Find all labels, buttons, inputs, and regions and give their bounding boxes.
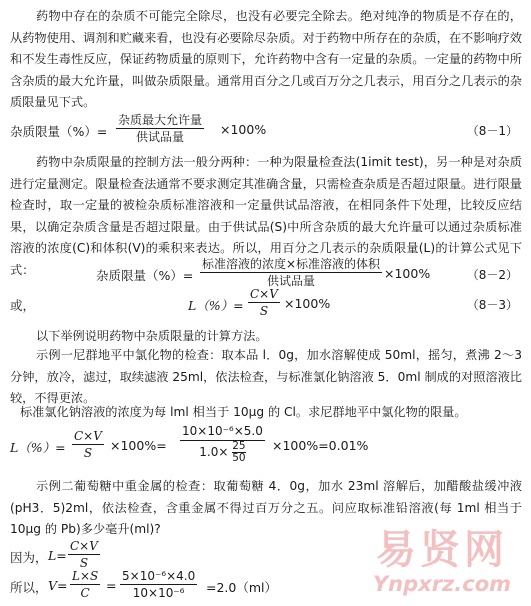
eq2-lhs: 杂质限量（%）=: [96, 268, 194, 283]
eq3-prefix: 或，: [10, 298, 36, 313]
eq4-inner-numerator: 25: [232, 440, 246, 452]
eq4-tail: ×100%=0.01%: [272, 438, 369, 453]
eq6-numerator-1: L×S: [72, 569, 99, 583]
eq3-tail: ×100%: [284, 296, 331, 311]
eq6-fraction-2: [120, 568, 197, 601]
eq4-lhs: L（%）=: [10, 440, 66, 455]
paragraph-intro: 药物中存在的杂质不可能完全除尽，也没有必要完全除去。绝对纯净的物质是不存在的，从药物使用、调剂和贮藏来看，也没有必要除尽杂质。对于药物中所存在的杂质，在不影响疗效和不发生毒性反应，保证药物质量的原则下，允许药物中含有一定量的杂质。一定量的药物中所含杂质的最大允许量，叫做杂质限量。通常用百分之几或百万分之几表示，用百分之几表示的杂质限量见下式。: [10, 9, 522, 109]
eq4-numerator-1: C×V: [74, 429, 102, 443]
paragraph-example-1: 示例一尼群地平中氯化物的检查：取本品 l．0g，加水溶解使成 50ml，摇匀，煮沸 2～3 分钟，放冷，滤过，取续滤液 25ml，依法检查，与标准氯化钠溶液 5．0ml 制成的对照溶液比较，不得更浓。: [10, 348, 522, 405]
watermark-name: 易贤网: [376, 527, 508, 573]
equation-8-3: [10, 284, 522, 324]
eq4-denominator-2-prefix: 1.0×: [199, 445, 229, 459]
eq4-inner-denominator: 50: [232, 452, 246, 464]
eq6-denominator-1: C: [80, 586, 90, 600]
eq4-fraction-1: [72, 428, 104, 461]
eq1-tail: ×100%: [220, 122, 267, 137]
eq5-lhs: L=: [48, 548, 67, 563]
eq5-denominator: S: [79, 556, 89, 570]
eq1-lhs: 杂质限量（%）=: [10, 124, 108, 139]
equation-example-1: [10, 422, 522, 474]
eq2-numerator: 标准溶液的浓度×标准溶液的体积: [202, 257, 381, 271]
eq2-tail: ×100%: [384, 266, 431, 281]
paragraph-example-2: 示例二葡萄糖中重金属的检查：取葡萄糖 4．0g，加水 23ml 溶解后，加醋酸盐缓冲液(pH3．5)2ml，依法检查，含重金属不得过百万分之五。问应取标准铅溶液(每 1ml 相当于 10μg 的 Pb)多少毫升(ml)?: [10, 479, 522, 536]
paragraph-methods: 药物中杂质限量的控制方法一般分两种：一种为限量检查法(1imit test)，另一种是对杂质进行定量测定。限量检查法通常不要求测定其准确含量，只需检查杂质是否超过限量。进行限量检查时，取一定量的被检杂质标准溶液和一定量供试品溶液，在相同条件下处理，比较反应结果，以确定杂质含量是否超过限量。由于供试品(S)中所含杂质的最大允许量可以通过杂质标准溶液的浓度(C)和体积(V)的乘积来表达。所以，用百分之几表示的杂质限量(L)的计算公式见下式：: [10, 155, 522, 277]
eq1-numerator: 杂质最大允许量: [118, 113, 203, 127]
eq4-denominator-1: S: [83, 446, 93, 460]
equation-8-1: [10, 110, 522, 150]
eq2-number: （8－2）: [466, 268, 518, 282]
eq6-tail: =2.0（ml）: [206, 580, 278, 595]
eq4-middle: ×100%=: [110, 438, 167, 453]
eq4-numerator-2: 10×10⁻⁶×5.0: [182, 424, 263, 438]
eq5-prefix: 因为，: [10, 550, 48, 565]
eq1-number: （8－1）: [466, 124, 518, 138]
eq3-number: （8－3）: [466, 298, 518, 312]
eq6-fraction-1: [70, 568, 100, 601]
eq6-numerator-2: 5×10⁻⁶×4.0: [122, 569, 196, 583]
eq6-denominator-2: 10×10⁻⁶: [132, 586, 185, 600]
eq5-numerator: C×V: [70, 539, 98, 553]
paragraph-example-1-question: 标准氯化钠溶液的浓度为每 lml 相当于 10μg 的 Cl。求尼群地平中氯化物的限量。: [20, 405, 467, 419]
eq2-denominator: 供试品量: [267, 274, 316, 288]
watermark: [367, 528, 517, 596]
eq4-fraction-2: [180, 422, 265, 464]
eq1-fraction: [116, 112, 204, 145]
eq3-denominator: S: [259, 304, 269, 318]
watermark-url: Ynpxrz.com: [372, 572, 512, 596]
eq6-lhs: V=: [48, 578, 68, 593]
eq3-fraction: [248, 286, 280, 319]
eq3-lhs: L（%）=: [188, 298, 244, 313]
eq3-numerator: C×V: [250, 287, 278, 301]
eq6-prefix: 所以，: [10, 580, 48, 595]
eq1-denominator: 供试品量: [136, 130, 185, 144]
eq6-middle: =: [106, 578, 117, 593]
paragraph-example-intro: 以下举例说明药物中杂质限量的计算方法。: [36, 329, 268, 343]
